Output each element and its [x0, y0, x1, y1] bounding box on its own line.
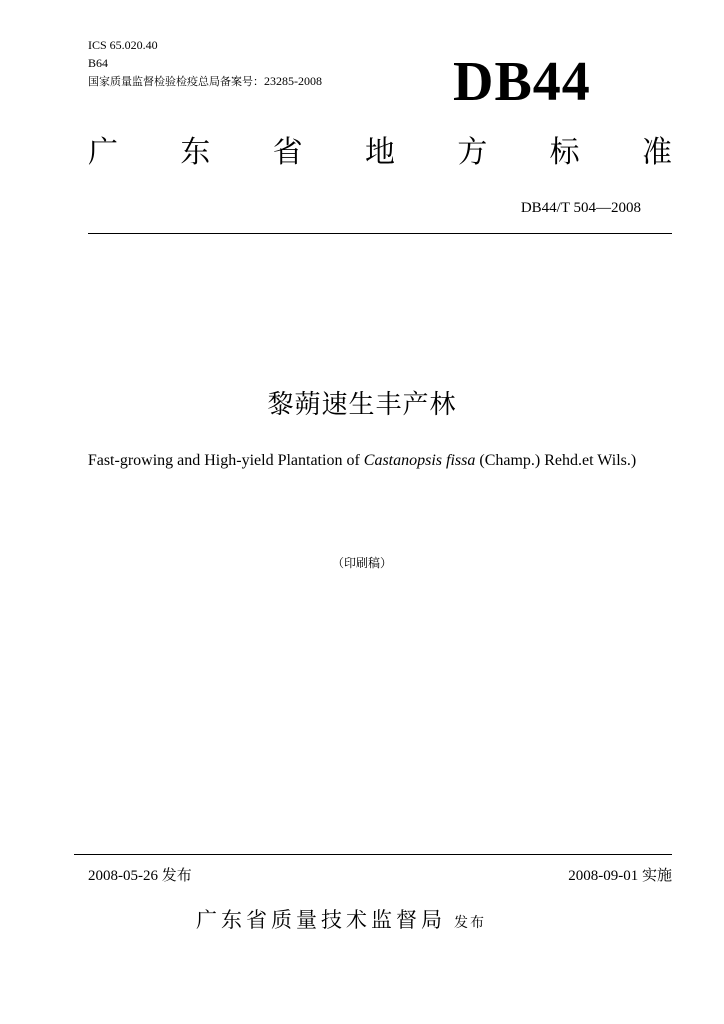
title-en-suffix: (Champ.) Rehd.et Wils.) [475, 452, 637, 469]
title-en-prefix: Fast-growing and High-yield Plantation of [87, 452, 364, 469]
standard-type-char: 地 [364, 135, 395, 170]
document-title-cn: 黎蒴速生丰产林 [267, 390, 457, 420]
top-divider [88, 233, 672, 234]
title-en-species: Castanopsis fissa [363, 452, 476, 469]
issue-date-value: 2008-05-26 [88, 868, 158, 884]
record-number-line [88, 74, 322, 89]
issue-date [88, 866, 192, 885]
standard-type-char: 省 [272, 135, 303, 170]
effective-date-label: 实施 [641, 866, 672, 884]
publisher-suffix: 发布 [454, 915, 486, 931]
ics-code: ICS 65.020.40 [88, 38, 158, 52]
standard-type-char: 东 [180, 135, 211, 170]
standard-type-char: 准 [641, 135, 672, 170]
publisher-name: 广东省质量技术监督局 [196, 908, 446, 932]
standard-type-char: 广 [88, 135, 118, 170]
record-number-label: 国家质量监督检验检疫总局备案号： [88, 75, 264, 88]
draft-note: （印刷稿） [331, 556, 392, 570]
document-title-en [0, 451, 724, 471]
bottom-divider [74, 854, 672, 855]
publisher-line [196, 907, 486, 933]
classification-code: B64 [88, 56, 109, 70]
effective-date [568, 866, 672, 885]
standard-number: DB44/T 504—2008 [520, 200, 641, 216]
standard-type-char: 标 [549, 135, 580, 170]
record-number-value: 23285-2008 [264, 74, 322, 88]
db44-logo: DB44 [453, 51, 591, 113]
effective-date-value: 2008-09-01 [568, 868, 639, 884]
standard-type-char: 方 [457, 135, 488, 170]
issue-date-label: 发布 [161, 866, 192, 884]
standard-type-title [88, 135, 672, 171]
